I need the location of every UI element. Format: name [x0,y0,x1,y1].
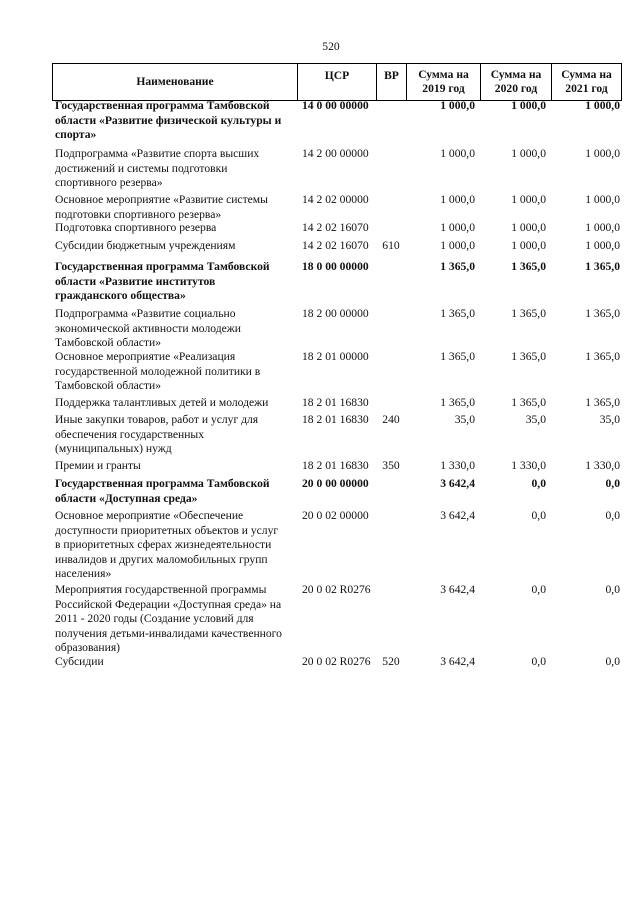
row-vr [376,477,406,506]
row-sum-2019: 1 000,0 [440,221,475,234]
row-sum-2021: 1 000,0 [585,239,620,252]
row-sum-2019: 1 365,0 [440,307,475,320]
row-sum-2019: 1 365,0 [440,350,475,363]
row-sum-2019: 1 365,0 [440,396,475,409]
row-name [52,147,297,191]
row-sum-2021: 1 365,0 [585,350,620,363]
row-sum-2020: 1 000,0 [511,99,546,112]
table-header [52,63,622,101]
column-header-name: Наименование [136,75,214,88]
row-sum-2020: 1 365,0 [511,350,546,363]
row-sum-2021: 35,0 [599,413,620,426]
row-sum-2020: 0,0 [531,655,546,668]
row-name [52,99,297,143]
row-name-line: населения» [55,567,112,580]
row-sum-2020: 1 365,0 [511,307,546,320]
row-sum-2020: 1 000,0 [511,147,546,160]
row-sum-2020: 1 000,0 [511,193,546,206]
row-name-line: инвалидов и других маломобильных групп [55,552,268,566]
row-sum-2019: 1 365,0 [440,260,475,273]
row-name-line: Подпрограмма «Развитие спорта высших [55,147,260,160]
row-sum-2021: 1 000,0 [585,221,620,234]
row-csr: 18 2 01 16830 [302,459,369,472]
column-header-vr: ВР [376,64,406,100]
column-header-line: Сумма на [418,68,469,81]
row-vr [376,147,406,191]
row-sum-2019: 1 000,0 [440,239,475,252]
row-sum-2020: 1 365,0 [511,396,546,409]
row-name-line: области «Развитие физической культуры и [55,113,282,127]
row-name-line: государственной молодежной политики в [55,364,261,378]
row-sum-2021: 1 000,0 [585,147,620,160]
row-name-line: в приоритетных сферах жизнедеятельности [55,538,272,551]
row-name-line: Государственная программа Тамбовской [55,260,270,273]
table-row [52,99,622,143]
row-name-line: доступности приоритетных объектов и услуг [55,523,279,537]
row-vr [376,350,406,394]
row-csr: 18 2 01 16830 [302,396,369,409]
row-name-line: Подготовка спортивного резерва [55,221,217,234]
row-sum-2019: 3 642,4 [440,655,475,668]
row-name [52,350,297,394]
row-vr [376,307,406,351]
row-csr: 20 0 02 R0276 [302,583,371,596]
row-name [52,655,297,670]
column-header-sum-2020 [480,64,551,100]
row-name-line: Мероприятия государственной программы [55,583,267,596]
row-name-line: Тамбовской области» [55,336,162,349]
row-name-line: Иные закупки товаров, работ и услуг для [55,413,259,426]
row-sum-2019: 3 642,4 [440,583,475,596]
row-vr [376,260,406,304]
table-row [52,509,622,582]
row-name [52,413,297,457]
row-sum-2019: 1 000,0 [440,99,475,112]
row-name [52,260,297,304]
column-header-csr: ЦСР [297,64,376,100]
table-row [52,221,622,236]
row-name-line: Государственная программа Тамбовской [55,477,270,490]
table-row [52,459,622,474]
column-header-sum-2021 [551,64,621,100]
row-name [52,193,297,222]
row-csr: 14 2 02 16070 [302,239,369,252]
row-name [52,509,297,582]
row-sum-2021: 0,0 [605,509,620,522]
row-name-line: Государственная программа Тамбовской [55,99,270,112]
table-row [52,655,622,670]
row-name-line: Подпрограмма «Развитие социально [55,307,236,320]
row-name-line: экономической активности молодежи [55,321,241,335]
row-vr [376,583,406,656]
row-sum-2021: 0,0 [605,655,620,668]
row-vr [376,396,406,411]
page-number: 520 [322,40,340,53]
row-sum-2020: 0,0 [531,509,546,522]
row-vr: 240 [382,413,400,426]
row-name [52,396,297,411]
row-sum-2019: 1 330,0 [440,459,475,472]
row-sum-2021: 1 365,0 [585,307,620,320]
row-sum-2021: 1 365,0 [585,396,620,409]
row-csr: 20 0 02 R0276 [302,655,371,668]
table-row [52,193,622,222]
row-sum-2020: 35,0 [525,413,546,426]
row-name-line: Основное мероприятие «Обеспечение [55,509,244,522]
table-row [52,413,622,457]
row-name-line: Основное мероприятие «Развитие системы [55,193,268,206]
row-sum-2019: 35,0 [454,413,475,426]
row-sum-2019: 1 000,0 [440,147,475,160]
row-vr [376,509,406,582]
row-sum-2021: 1 330,0 [585,459,620,472]
table-row [52,350,622,394]
row-vr [376,193,406,222]
row-csr: 14 2 02 00000 [302,193,369,206]
row-sum-2019: 1 000,0 [440,193,475,206]
row-csr: 14 2 00 00000 [302,147,369,160]
row-name-line: области «Развитие институтов [55,274,216,288]
table-row [52,396,622,411]
row-sum-2020: 0,0 [531,477,546,490]
row-csr: 14 2 02 16070 [302,221,369,234]
column-header-line: Сумма на [561,68,612,81]
row-sum-2021: 0,0 [605,583,620,596]
row-name-line: образования) [55,641,121,654]
row-csr: 14 0 00 00000 [302,99,369,112]
column-header-line: 2019 год [422,82,465,95]
row-name-line: Субсидии бюджетным учреждениям [55,239,236,252]
row-csr: 18 2 01 00000 [302,350,369,363]
row-csr: 18 2 01 16830 [302,413,369,426]
column-header-line: 2020 год [494,82,538,95]
row-sum-2020: 1 000,0 [511,239,546,252]
column-header-line: 2021 год [565,82,608,95]
row-name-line: спортивного резерва» [55,176,163,189]
row-sum-2021: 1 000,0 [585,99,620,112]
row-name-line: гражданского общества» [55,289,186,302]
row-name-line: (муниципальных) нужд [55,442,172,455]
row-sum-2020: 0,0 [531,583,546,596]
table-row [52,583,622,656]
row-vr: 350 [382,459,400,472]
table-row [52,147,622,191]
row-name-line: Поддержка талантливых детей и молодежи [55,396,269,409]
row-csr: 20 0 00 00000 [302,477,369,490]
row-csr: 18 0 00 00000 [302,260,369,273]
row-sum-2020: 1 330,0 [511,459,546,472]
row-name-line: Основное мероприятие «Реализация [55,350,236,363]
row-name [52,477,297,506]
row-name [52,221,297,236]
column-header-sum-2019 [406,64,480,100]
table-row [52,239,622,254]
row-sum-2019: 3 642,4 [440,477,475,490]
row-name [52,307,297,351]
row-sum-2021: 0,0 [605,477,620,490]
row-sum-2020: 1 000,0 [511,221,546,234]
row-name-line: подготовки спортивного резерва» [55,207,222,221]
row-name [52,583,297,656]
row-name-line: Премии и гранты [55,459,141,472]
row-vr: 610 [382,239,400,252]
row-name-line: спорта» [55,128,97,141]
row-csr: 18 2 00 00000 [302,307,369,320]
row-name-line: достижений и системы подготовки [55,161,228,175]
row-name-line: 2011 - 2020 годы (Создание условий для [55,612,254,625]
row-name [52,459,297,474]
row-name-line: Субсидии [55,655,104,668]
row-vr: 520 [382,655,400,668]
row-sum-2021: 1 000,0 [585,193,620,206]
row-sum-2020: 1 365,0 [511,260,546,273]
row-csr: 20 0 02 00000 [302,509,369,522]
row-name-line: получения детьми-инвалидами качественного [55,626,282,640]
column-header-line: Сумма на [490,68,542,81]
row-vr [376,221,406,236]
row-vr [376,99,406,143]
table-row [52,477,622,506]
row-sum-2019: 3 642,4 [440,509,475,522]
table-row [52,260,622,304]
row-name [52,239,297,254]
row-name-line: Российской Федерации «Доступная среда» на [55,597,282,611]
row-name-line: области «Доступная среда» [55,491,198,505]
table-row [52,307,622,351]
row-name-line: обеспечения государственных [55,427,205,441]
row-sum-2021: 1 365,0 [585,260,620,273]
row-name-line: Тамбовской области» [55,379,162,392]
